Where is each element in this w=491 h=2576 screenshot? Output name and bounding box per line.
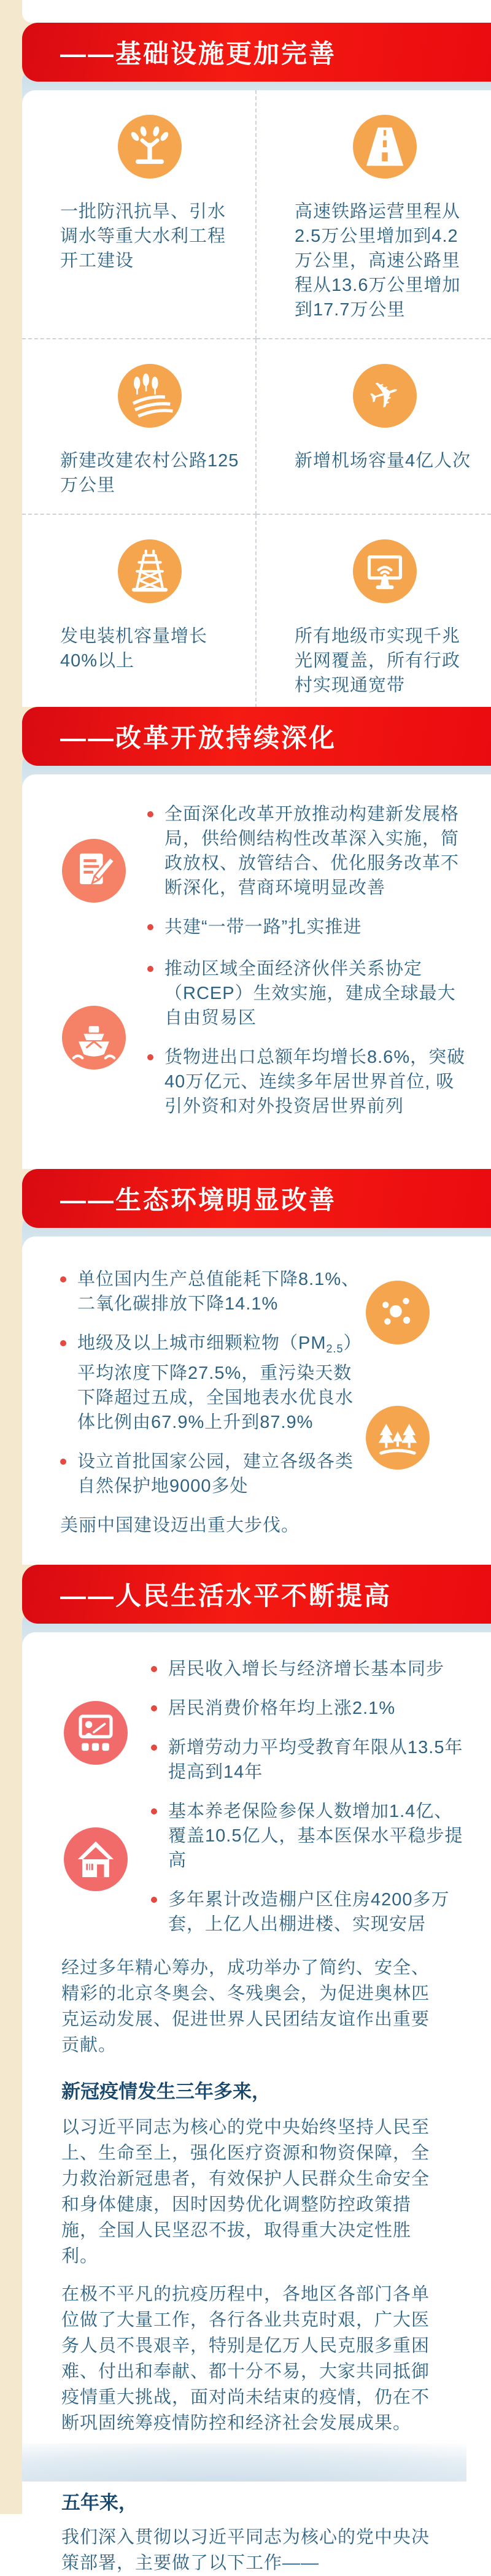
bullet-dot-icon [151,1705,157,1711]
bullet-item: 单位国内生产总值能耗下降8.1%、二氧化碳排放下降14.1% [60,1267,368,1316]
ecology-card [22,1236,491,1565]
infra-cell-power [22,515,257,714]
bullet-dot-icon [147,1054,153,1060]
ecology-note: 美丽中国建设迈出重大步伐。 [60,1516,300,1535]
infrastructure-card [22,90,491,707]
bullet-dot-icon [147,811,153,817]
reform-card [22,774,491,1169]
bullet-dot-icon [60,1459,66,1465]
livelihood-card [22,1632,491,2573]
icon-column [41,802,147,939]
infra-text: 发电装机容量增长40%以上 [60,627,208,671]
section-title: ——生态环境明显改善 [60,1186,337,1214]
reform-group-2 [41,957,466,1119]
section-title: ——人民生活水平不断提高 [60,1581,392,1610]
reform-bullets [147,957,466,1119]
pm25-icon [366,1281,430,1344]
bullet-item: 新增劳动力平均受教育年限从13.5年提高到14年 [151,1735,466,1784]
infra-text: 新建改建农村公路125万公里 [60,451,239,495]
infra-text: 高速铁路运营里程从2.5万公里增加到4.2万公里，高速公路里程从13.6万公里增加到17.7万公里 [295,202,461,320]
bullet-dot-icon [147,924,153,930]
infra-text: 新增机场容量4亿人次 [295,451,471,471]
power-tower-icon [118,539,182,603]
section-header-livelihood [22,1565,491,1624]
bullet-dot-icon [151,1897,157,1903]
livelihood-bullets [151,1657,466,1937]
bullet-dot-icon [151,1666,157,1672]
covid-effort-paragraph: 在极不平凡的抗疫历程中，各地区各部门各单位做了大量工作，各行各业共克时艰，广大医务人员不畏艰辛，特别是亿万人民克服多重困难、付出和奉献、都十分不易，大家共同抵御疫情重大挑战，面对尚未结束的疫情，仍在不断巩固统筹疫情防控和经济社会发展成果。 [61,2285,430,2433]
bullet-item-pm25: 地级及以上城市细颗粒物$(PM_{2.5})$平均浓度下降27.5%，重污染天数下降超过五成，全国地表水优良水体比例由67.9%上升到87.9% [60,1331,368,1435]
infra-cell-broadband [257,515,491,714]
airplane-icon [353,364,417,428]
pm25-subscript: 2.5 [326,1343,344,1355]
section-title: ——改革开放持续深化 [60,723,337,752]
broadband-icon [353,539,417,603]
bullet-item: 多年累计改造棚户区住房4200多万套，上亿人出棚进楼、实现安居 [151,1888,466,1937]
bullet-dot-icon [60,1340,66,1346]
house-icon [64,1827,128,1891]
covid-body-paragraph: 以习近平同志为核心的党中央始终坚持人民至上、生命至上，强化医疗资源和物资保障，全力救治新冠患者，有效保护人民群众生命安全和身体健康，因时因势优化调整防控政策措施，全国人民坚忍不拔，取得重大决定性胜利。 [61,2118,430,2266]
section-title: ——基础设施更加完善 [60,39,337,68]
covid-lead: 新冠疫情发生三年多来， [61,2081,271,2102]
ship-icon [62,1006,126,1070]
bullet-item: 共建“一带一路”扎实推进 [147,915,466,939]
svg-text:✈: ✈ [363,369,406,419]
previous-card-tail [22,0,491,23]
section-header-reform [22,707,491,766]
infra-cell-rail [257,90,491,339]
icon-column [41,957,147,1119]
five-years-lead: 五年来， [61,2492,137,2513]
bullet-dot-icon [147,966,153,972]
wave-decoration [22,2443,466,2482]
reform-group-1 [41,802,466,939]
infra-cell-airport [257,339,491,515]
section-header-infrastructure [22,23,491,82]
bullet-dot-icon [151,1745,157,1751]
bullet-item: 设立首批国家公园，建立各级各类自然保护地9000多处 [60,1449,368,1498]
highway-icon [353,115,417,179]
content-column [22,0,491,2573]
bullet-item: 全面深化改革开放推动构建新发展格局，供给侧结构性改革深入实施，简政放权、放管结合、优化服务改革不断深化，营商环境明显改善 [147,802,466,900]
reform-bullets [147,802,466,939]
bullet-item: 推动区域全面经济伙伴关系协定（RCEP）生效实施，建成全球最大自由贸易区 [147,957,466,1030]
bullet-item: 货物进出口总额年均增长8.6%，突破40万亿元、连续多年居世界首位, 吸引外资和对外投资居世界前列 [147,1045,466,1119]
five-years-paragraph: 我们深入贯彻以习近平同志为核心的党中央决策部署，主要做了以下工作—— [61,2528,430,2573]
classroom-icon [64,1701,128,1765]
bullet-item: 居民收入增长与经济增长基本同步 [151,1657,466,1681]
bullet-dot-icon [151,1808,157,1814]
rural-road-icon [118,364,182,428]
forest-icon [366,1406,430,1470]
document-pencil-icon [62,839,126,903]
bullet-dot-icon [60,1276,66,1282]
infra-text: 所有地级市实现千兆光网覆盖，所有行政村实现通宽带 [295,627,461,695]
sprinkler-icon [118,115,182,179]
bullet-item: 居民消费价格年均上涨2.1% [151,1696,466,1721]
infra-cell-rural-road [22,339,257,515]
infra-cell-water [22,90,257,339]
bullet-item: 基本养老保险参保人数增加1.4亿、覆盖10.5亿人，基本医保水平稳步提高 [151,1799,466,1873]
olympics-paragraph: 经过多年精心筹办，成功举办了简约、安全、精彩的北京冬奥会、冬残奥会，为促进奥林匹克运动发展、促进世界人民团结友谊作出重要贡献。 [61,1958,430,2055]
infra-text: 一批防汛抗旱、引水调水等重大水利工程开工建设 [60,202,226,271]
section-header-ecology [22,1169,491,1228]
